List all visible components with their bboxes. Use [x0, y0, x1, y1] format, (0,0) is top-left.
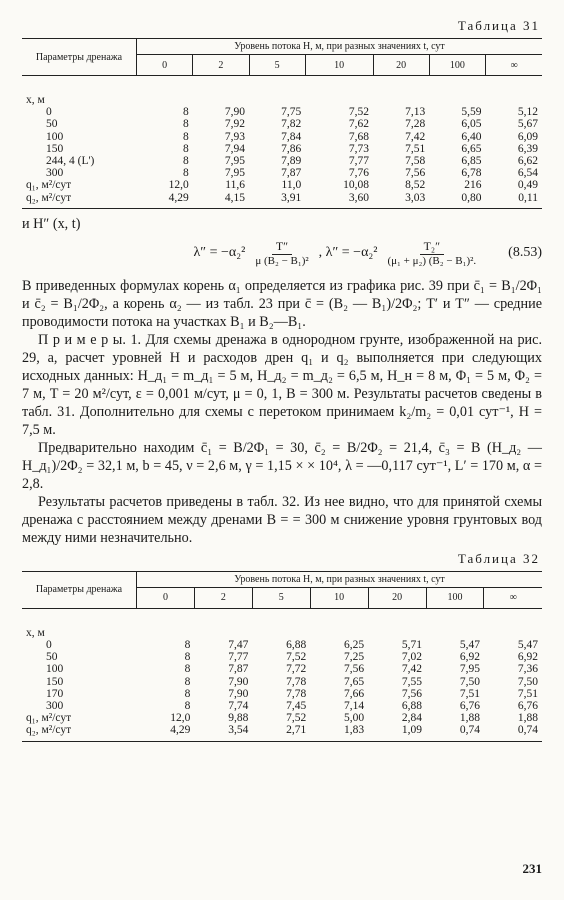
table-cell: 2,71	[286, 724, 307, 737]
table-cell: 7,56	[344, 663, 365, 676]
fraction-2	[384, 239, 481, 267]
table-cell: 6,88	[401, 700, 423, 713]
row-label	[22, 663, 137, 675]
table-cell: 7,95	[459, 663, 480, 676]
table-cell: 7,42	[405, 130, 426, 143]
table-cell: 6,92	[459, 651, 480, 664]
row-label	[22, 155, 137, 167]
table-cell: 7,56	[405, 167, 426, 180]
table32-caption: Таблица 32	[457, 550, 540, 566]
row-label	[22, 639, 137, 651]
table32-level-header: Уровень потока H, м, при разных значениях t, сут	[137, 571, 543, 587]
table-cell: 7,95	[224, 167, 245, 180]
table-cell: 7,87	[281, 167, 302, 180]
table-cell: 8	[183, 130, 189, 143]
table32-col-header: 5	[252, 587, 310, 608]
table-row	[22, 155, 542, 167]
table-cell: 6,76	[459, 700, 480, 713]
table-cell: 6,09	[517, 130, 538, 143]
table-cell: 7,02	[401, 651, 423, 664]
row-label	[22, 106, 137, 118]
table-cell: 5,71	[401, 639, 423, 652]
paragraph-roots: В приведенных формулах корень α₁ определяется из графика рис. 39 при c̄₁ = B₁/2Φ₁ и c̄₂ = B₁/2Φ₂, а корень α₂ — из табл. 23 при c̄ = (B₂ — B₁)/2Φ₂; T′ и T″ — средние проводимости потока на участках B₁ и B₂—B₁.	[22, 277, 542, 330]
table-cell: 1,83	[344, 724, 365, 737]
table-cell: 1,88	[517, 712, 538, 725]
table-cell: 11,0	[281, 179, 302, 192]
table-cell: 7,36	[517, 663, 538, 676]
table-cell: 7,42	[401, 663, 423, 676]
table-cell: 6,76	[517, 700, 538, 713]
table-row	[22, 688, 542, 700]
table-cell: 7,76	[348, 167, 370, 180]
fraction-1-denominator: μ (B₂ − B₁)²	[255, 254, 309, 267]
table-cell: 1,88	[459, 712, 480, 725]
row-label-text: 0	[46, 639, 52, 652]
table-cell: 7,77	[348, 155, 370, 168]
table-cell: 7,68	[348, 130, 370, 143]
table-cell: 8	[183, 167, 189, 180]
table-cell: 8	[184, 651, 191, 664]
table-cell: 7,52	[286, 712, 307, 725]
table-cell: 0,74	[459, 724, 480, 737]
row-label-text: 300	[46, 700, 64, 713]
row-label	[22, 143, 137, 155]
table-cell: 7,13	[405, 106, 426, 119]
table-cell: 6,65	[461, 142, 482, 155]
table-cell: 7,94	[224, 142, 245, 155]
table-cell: 7,55	[401, 675, 423, 688]
table-cell: 12,0	[168, 179, 189, 192]
table-cell: 8	[183, 142, 189, 155]
table-cell: 7,84	[281, 130, 302, 143]
table-cell: 6,88	[286, 639, 307, 652]
table-cell: 7,73	[348, 142, 370, 155]
table-cell: 8	[184, 675, 191, 688]
table-cell: 7,78	[286, 675, 307, 688]
table-cell: 3,91	[281, 191, 302, 204]
table-cell: 7,45	[286, 700, 307, 713]
book-page	[22, 18, 542, 742]
formula-left: λ″ = −α₂²	[193, 244, 246, 260]
table-row	[22, 179, 542, 191]
table31-param-header: Параметры дренажа	[22, 39, 137, 76]
table-cell: 8	[184, 639, 191, 652]
table-cell: 5,67	[517, 118, 538, 131]
table31-caption: Таблица 31	[457, 18, 540, 33]
table-cell: 8,52	[405, 179, 426, 192]
table32-x-label: x, м	[26, 626, 45, 639]
table-row	[22, 724, 542, 741]
table-cell: 7,77	[228, 651, 249, 664]
table-row	[22, 700, 542, 712]
table-cell: 6,85	[461, 155, 482, 168]
table-row	[22, 639, 542, 651]
table32-col-header: 0	[137, 587, 195, 608]
row-label	[22, 651, 137, 663]
table32-col-header: 20	[368, 587, 426, 608]
row-label-text: 0	[46, 106, 52, 119]
paragraph-results: Результаты расчетов приведены в табл. 32. Из нее видно, что для принятой схемы дренажа с расстоянием между дренами B = = 300 м снижение уровня грунтовых вод между ними незначительно.	[22, 493, 542, 546]
table-row	[22, 663, 542, 675]
table31-col-header: ∞	[486, 55, 542, 76]
table-cell: 5,47	[517, 639, 538, 652]
row-label-text: 100	[46, 663, 64, 676]
table-cell: 6,62	[517, 155, 538, 168]
table-cell: 0,11	[518, 191, 538, 204]
row-label-text: 50	[46, 651, 58, 664]
table-cell: 6,54	[517, 167, 538, 180]
paragraph-preliminary: Предварительно находим c̄₁ = B/2Φ₁ = 30, c̄₂ = B/2Φ₂ = 21,4, c̄₃ = B (H_д₂ — H_д₁)/2Φ₂ = 32,1 м, b = 45, ν = 2,6 м, γ = 1,15 × × 10⁴, λ = —0,117 сут⁻¹, L′ = 170 м, α = 2,8.	[22, 439, 542, 492]
table-cell: 2,84	[401, 712, 423, 725]
table-cell: 0,49	[517, 179, 538, 192]
table-cell: 7,58	[405, 155, 426, 168]
formula-number: (8.53)	[508, 244, 542, 260]
row-label: q₁, м²/сут	[26, 712, 72, 725]
table31-col-header: 100	[429, 55, 485, 76]
table-cell: 7,50	[459, 675, 480, 688]
row-label	[22, 700, 137, 712]
table-row	[22, 118, 542, 130]
table-cell: 7,14	[344, 700, 365, 713]
page-number: 231	[522, 861, 542, 876]
table-cell: 7,66	[344, 687, 365, 700]
table31-col-header: 20	[373, 55, 429, 76]
table-cell: 12,0	[170, 712, 191, 725]
table-cell: 3,03	[405, 191, 426, 204]
table-cell: 7,90	[224, 106, 245, 119]
table-cell: 11,6	[225, 179, 245, 192]
table32-col-header: 2	[194, 587, 252, 608]
table-cell: 7,75	[281, 106, 302, 119]
table31-col-header: 0	[137, 55, 193, 76]
table-cell: 6,78	[461, 167, 482, 180]
table-cell: 9,88	[228, 712, 249, 725]
fraction-1	[251, 239, 312, 267]
table-row	[22, 192, 542, 209]
table-cell: 7,90	[228, 687, 249, 700]
table31-col-header: 10	[305, 55, 373, 76]
table-cell: 0,74	[517, 724, 538, 737]
table-cell: 3,54	[228, 724, 249, 737]
table32-col-header: 10	[310, 587, 368, 608]
table-cell: 7,93	[224, 130, 245, 143]
table-cell: 7,25	[344, 651, 365, 664]
formula-8-53	[22, 239, 542, 267]
table-cell: 4,15	[224, 191, 245, 204]
table-cell: 6,92	[517, 651, 538, 664]
fraction-1-numerator: T″	[272, 239, 292, 255]
table-cell: 7,65	[344, 675, 365, 688]
table-cell: 7,51	[517, 687, 538, 700]
paragraph-examples: П р и м е р ы. 1. Для схемы дренажа в однородном грунте, изображенной на рис. 29, а, расчет уровней H и расходов дрен q₁ и q₂ выполняется при следующих исходных данных: H_д₁ = m_д₁ = 5 м, H_д₂ = m_д₂ = 6,5 м, H_н = 8 м, Φ₁ = 5 м, Φ₂ = 7 м, T = 20 м²/сут, ε = 0,001 м/сут, μ = 0, 1, B = 300 м. Результаты расчетов сведены в табл. 31. Дополнительно для схемы с перетоком принимаем k₂/m₂ = 0,01 сут⁻¹, H = 7,5 м.	[22, 331, 542, 438]
row-label-text: 150	[46, 675, 64, 688]
table-cell: 7,50	[517, 675, 538, 688]
row-label	[22, 676, 137, 688]
table-row	[22, 131, 542, 143]
table-cell: 5,00	[344, 712, 365, 725]
table-cell: 7,72	[286, 663, 307, 676]
table-cell: 7,51	[459, 687, 480, 700]
table-row	[22, 143, 542, 155]
table-cell: 5,59	[461, 106, 482, 119]
table-row	[22, 167, 542, 179]
table-cell: 7,28	[405, 118, 426, 131]
row-label	[22, 118, 137, 130]
table-row	[22, 651, 542, 663]
row-label-text: 300	[46, 167, 64, 180]
formula-lead: и H″ (x, t)	[22, 215, 81, 232]
row-label-text: 170	[46, 687, 64, 700]
fraction-2-numerator: T₂″	[420, 239, 445, 255]
table-cell: 4,29	[170, 724, 191, 737]
table32-col-header: 100	[426, 587, 484, 608]
table-cell: 7,62	[348, 118, 370, 131]
fraction-2-denominator: (μ₁ + μ₂) (B₂ − B₁)².	[387, 254, 477, 267]
table31-x-label: x, м	[26, 94, 45, 106]
row-label-text: 100	[46, 130, 64, 143]
table31-level-header: Уровень потока H, м, при разных значениях t, сут	[137, 39, 543, 55]
table-cell: 7,74	[228, 700, 249, 713]
table-cell: 8	[183, 118, 189, 131]
table-row	[22, 106, 542, 118]
table-cell: 7,87	[228, 663, 249, 676]
table-cell: 4,29	[168, 191, 189, 204]
row-label: q₂, м²/сут	[26, 191, 72, 204]
row-label	[22, 167, 137, 179]
row-label-text: 244, 4 (L')	[46, 155, 95, 168]
table-cell: 216	[464, 179, 482, 192]
table-cell: 6,05	[461, 118, 482, 131]
table31-col-header: 2	[193, 55, 249, 76]
table-cell: 3,60	[348, 191, 370, 204]
row-label	[22, 131, 137, 143]
table-cell: 7,56	[401, 687, 423, 700]
table-row	[22, 676, 542, 688]
table-cell: 8	[184, 663, 191, 676]
table-cell: 1,09	[401, 724, 423, 737]
table-cell: 0,80	[461, 191, 482, 204]
table-cell: 6,40	[461, 130, 482, 143]
table-cell: 7,82	[281, 118, 302, 131]
row-label-text: 150	[46, 142, 64, 155]
table-cell: 8	[184, 700, 191, 713]
table-cell: 7,89	[281, 155, 302, 168]
table-cell: 8	[183, 155, 189, 168]
table32-col-header: ∞	[484, 587, 542, 608]
table-cell: 5,47	[459, 639, 480, 652]
table-cell: 6,25	[344, 639, 365, 652]
table-cell: 10,08	[343, 179, 370, 192]
table-cell: 7,78	[286, 687, 307, 700]
row-label	[22, 688, 137, 700]
table-cell: 7,90	[228, 675, 249, 688]
formula-mid: , λ″ = −α₂²	[318, 244, 378, 260]
table-cell: 7,52	[286, 651, 307, 664]
table-cell: 7,47	[228, 639, 249, 652]
table-cell: 7,86	[281, 142, 302, 155]
table-cell: 7,51	[405, 142, 426, 155]
table32	[22, 571, 542, 742]
table-cell: 6,39	[517, 142, 538, 155]
table-row	[22, 712, 542, 724]
row-label: q₂, м²/сут	[26, 724, 72, 737]
table-cell: 7,52	[348, 106, 370, 119]
row-label: q₁, м²/сут	[26, 179, 72, 192]
table-cell: 8	[183, 106, 189, 119]
table-cell: 5,12	[517, 106, 538, 119]
table-cell: 7,95	[224, 155, 245, 168]
table-cell: 8	[184, 687, 191, 700]
table32-param-header: Параметры дренажа	[22, 571, 137, 608]
table31-col-header: 5	[249, 55, 305, 76]
table31	[22, 38, 542, 209]
table-cell: 7,92	[224, 118, 245, 131]
row-label-text: 50	[46, 118, 58, 131]
